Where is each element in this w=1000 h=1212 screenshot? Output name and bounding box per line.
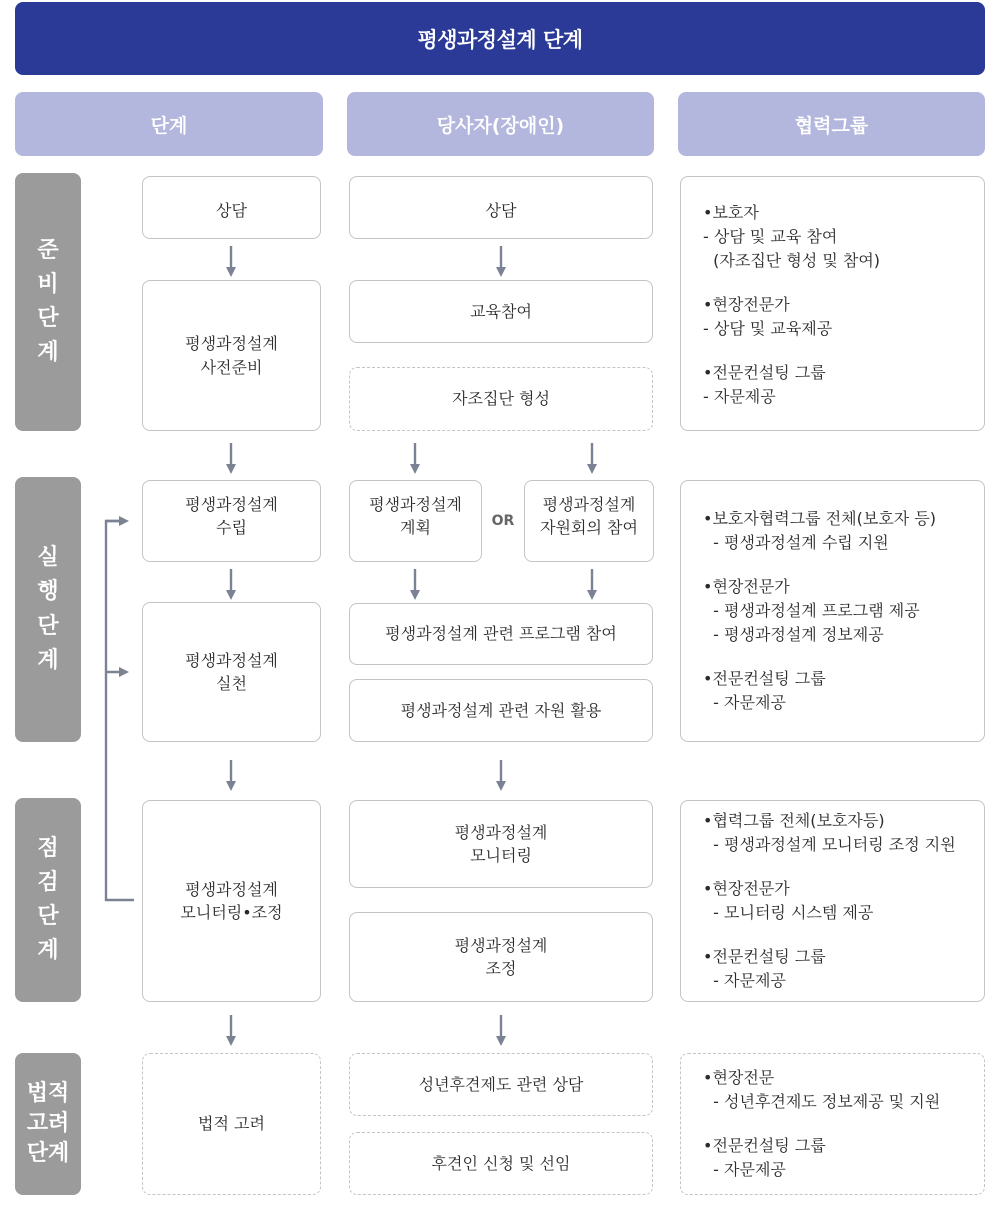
stage-monitor-adjust-box: 평생과정설계 모니터링•조정: [142, 800, 321, 1002]
party-monitoring-box: 평생과정설계 모니터링: [349, 800, 653, 888]
party-guardian-apply-box: 후견인 신청 및 선임: [349, 1132, 653, 1195]
cooperation-group-title: •전문컨설팅 그룹: [703, 1136, 826, 1155]
cooperation-group-line: - 자문제공: [703, 1160, 786, 1179]
diagram-title: 평생과정설계 단계: [15, 2, 985, 75]
party-program-box: 평생과정설계 관련 프로그램 참여: [349, 603, 653, 665]
cooperation-group-line: - 평생과정설계 프로그램 제공: [703, 601, 920, 620]
feedback-loop-line: [106, 521, 134, 900]
phase-check-label: 점 검 단 계: [37, 835, 59, 964]
cooperation-group-title: •현장전문가: [703, 879, 790, 898]
party-resource-use-box: 평생과정설계 관련 자원 활용: [349, 679, 653, 742]
party-plan-box: 평생과정설계 계획: [349, 480, 482, 562]
cooperation-group-line: - 상담 및 교육제공: [703, 319, 833, 338]
cooperation-group-title: •현장전문: [703, 1068, 775, 1087]
phase-legal-label: 법적 고려 단계: [26, 1081, 70, 1166]
cooperation-group-title: •보호자: [703, 203, 759, 222]
cooperation-group-line: - 상담 및 교육 참여: [703, 227, 838, 246]
cooperation-group-line: - 평생과정설계 모니터링 조정 지원: [703, 835, 956, 854]
cooperation-group-title: •전문컨설팅 그룹: [703, 363, 826, 382]
phase-exec-label: 실 행 단 계: [37, 545, 59, 673]
party-education-box: 교육참여: [349, 280, 653, 343]
cooperation-group-line: - 평생과정설계 정보제공: [703, 625, 884, 644]
cooperation-group-line: - 성년후견제도 정보제공 및 지원: [703, 1092, 941, 1111]
column-header-party: 당사자(장애인): [347, 92, 654, 156]
stage-consult-box: 상담: [142, 176, 321, 239]
cooperation-group-title: •현장전문가: [703, 577, 790, 596]
stage-establish-box: 평생과정설계 수립: [142, 480, 321, 562]
cooperation-group-line: - 자문제공: [703, 387, 776, 406]
column-header-cooperation: 협력그룹: [678, 92, 985, 156]
cooperation-group-line: - 평생과정설계 수립 지원: [703, 533, 889, 552]
party-resource-meeting-box: 평생과정설계 자원회의 참여: [524, 480, 654, 562]
cooperation-group-line: - 자문제공: [703, 693, 786, 712]
cooperation-group-title: •전문컨설팅 그룹: [703, 669, 826, 688]
column-header-stage: 단계: [15, 92, 323, 156]
phase-prep-label: 준 비 단 계: [37, 237, 59, 366]
or-label: OR: [491, 513, 515, 529]
stage-practice-box: 평생과정설계 실천: [142, 602, 321, 742]
cooperation-group-title: •보호자협력그룹 전체(보호자 등): [703, 509, 937, 528]
cooperation-group-line: - 자문제공: [703, 971, 786, 990]
cooperation-group-line: - 모니터링 시스템 제공: [703, 903, 874, 922]
stage-pre-prep-box: 평생과정설계 사전준비: [142, 280, 321, 431]
party-self-help-box: 자조집단 형성: [349, 367, 653, 431]
cooperation-group-line: (자조집단 형성 및 참여): [703, 251, 881, 270]
party-guardianship-consult-box: 성년후견제도 관련 상담: [349, 1053, 653, 1116]
cooperation-group-title: •전문컨설팅 그룹: [703, 947, 826, 966]
party-adjust-box: 평생과정설계 조정: [349, 912, 653, 1002]
party-consult-box: 상담: [349, 176, 653, 239]
cooperation-group-title: •협력그룹 전체(보호자등): [703, 811, 885, 830]
cooperation-group-title: •현장전문가: [703, 295, 790, 314]
stage-legal-box: 법적 고려: [142, 1053, 321, 1195]
